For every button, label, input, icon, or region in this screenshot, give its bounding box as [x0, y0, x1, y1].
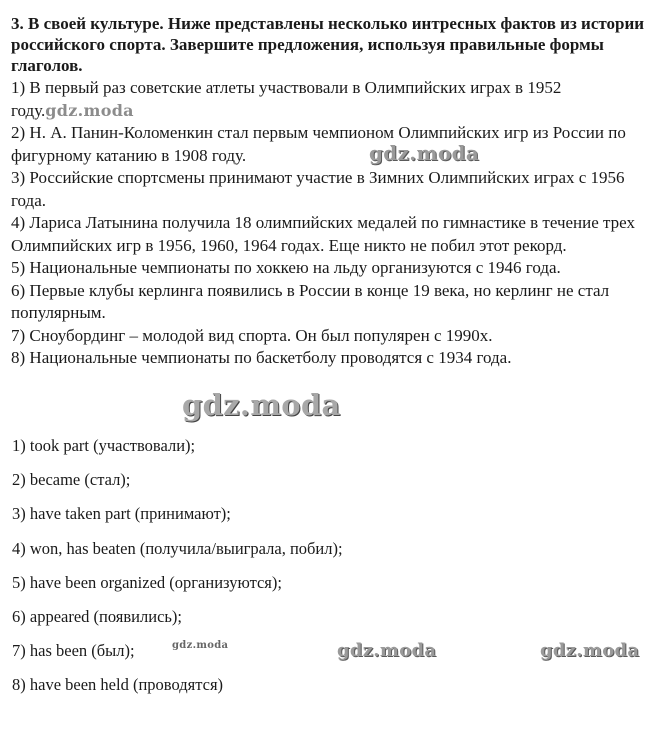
- answer-item: 3) have taken part (принимают);: [12, 504, 231, 524]
- watermark: gdz.moda: [172, 640, 229, 651]
- fact-item: 8) Национальные чемпионаты по баскетболу проводятся с 1934 года.: [11, 348, 512, 367]
- exercise-heading: 3. В своей культуре. Ниже представлены несколько интресных фактов из истории российского спорта. Завершите предложения, используя правильные формы глаголов.: [11, 14, 645, 75]
- answer-item: 8) have been held (проводятся): [12, 675, 224, 695]
- answer-item: 2) became (стал);: [12, 470, 131, 490]
- answer-item: 5) have been organized (организуются);: [12, 572, 282, 592]
- watermark: gdz.moda: [337, 640, 437, 661]
- fact-item: 2) Н. А. Панин-Коломенкин стал первым чемпионом Олимпийских игр из России по фигурному катанию в 1908 году.: [11, 123, 626, 165]
- fact-item: 6) Первые клубы керлинга появились в России в конце 19 века, но керлинг не стал популярным.: [11, 280, 610, 322]
- fact-item: 7) Сноубординг – молодой вид спорта. Он был популярен с 1990х.: [11, 325, 493, 345]
- watermark: gdz.moda: [369, 141, 480, 165]
- answers-list: [12, 433, 652, 707]
- fact-item: 3) Российские спортсмены принимают участие в Зимних Олимпийских играх с 1956 года.: [11, 168, 625, 210]
- fact-item: 4) Лариса Латынина получила 18 олимпийских медалей по гимнастике в течение трех Олимпийских игр в 1956, 1960, 1964 годах. Еще никто не побил этот рекорд.: [11, 213, 635, 255]
- watermark: gdz.moda: [182, 388, 341, 422]
- watermark: gdz.moda: [45, 100, 134, 120]
- fact-item: [11, 77, 663, 122]
- watermark: gdz.moda: [540, 640, 640, 661]
- facts-list: [11, 77, 663, 370]
- fact-item: 5) Национальные чемпионаты по хоккею на льду организуются с 1946 года.: [11, 258, 561, 277]
- answer-item: 6) appeared (появились);: [12, 606, 182, 626]
- answer-item: 1) took part (участвовали);: [12, 436, 196, 455]
- answer-item: 7) has been (был);: [12, 641, 135, 661]
- fact-text: 1) В первый раз советские атлеты участвовали в Олимпийских играх в 1952 году.: [11, 78, 562, 120]
- answer-item: 4) won, has beaten (получила/выиграла, побил);: [12, 538, 343, 558]
